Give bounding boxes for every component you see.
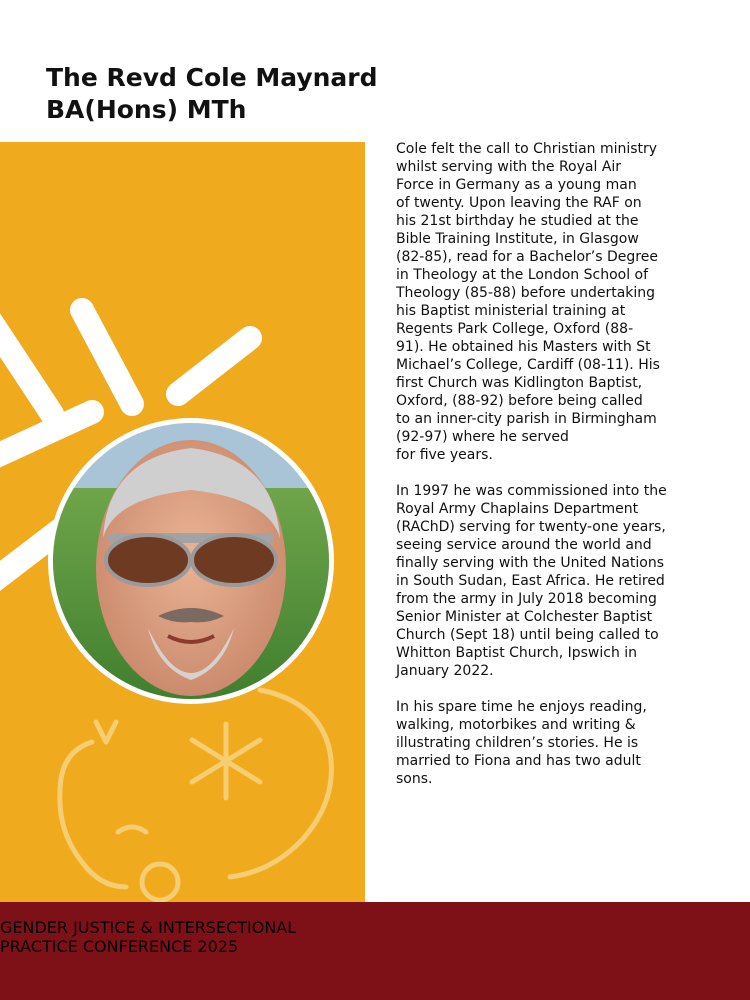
- face-outline: [60, 742, 126, 887]
- title-credentials: BA(Hons) MTh: [46, 95, 247, 124]
- conference-name: [0, 918, 296, 956]
- bio-line: Force in Germany as a young man: [396, 177, 637, 193]
- bio-line: January 2022.: [396, 663, 494, 679]
- conference-line-2: PRACTICE CONFERENCE 2025: [0, 937, 239, 956]
- bio-line: Royal Army Chaplains Department: [396, 501, 639, 517]
- bio-line: married to Fiona and has two adult: [396, 753, 641, 769]
- bio-paragraph-1: [396, 140, 696, 464]
- bio-line: Senior Minister at Colchester Baptist: [396, 609, 653, 625]
- bio-line: whilst serving with the Royal Air: [396, 159, 622, 175]
- bio-line: Oxford, (88-92) before being called: [396, 393, 643, 409]
- chevron-mark: [96, 722, 116, 742]
- bio-line: 91). He obtained his Masters with St: [396, 339, 651, 355]
- bio-line: Church (Sept 18) until being called to: [396, 627, 659, 643]
- face-line-art: [60, 690, 332, 900]
- bio-line: finally serving with the United Nations: [396, 555, 665, 571]
- eye-line: [118, 827, 146, 832]
- biography: [396, 140, 696, 788]
- sunburst-stroke-1: [82, 310, 132, 404]
- portrait-photo-icon: [48, 418, 334, 704]
- bio-line: Theology (85-88) before undertaking: [396, 285, 656, 301]
- bio-line: in Theology at the London School of: [396, 267, 649, 283]
- conference-line-1: GENDER JUSTICE & INTERSECTIONAL: [0, 918, 297, 937]
- bio-paragraph-3: [396, 698, 696, 788]
- dot-outline: [142, 864, 178, 900]
- swirl-outline: [230, 690, 331, 877]
- sunburst-stroke-2: [178, 338, 250, 394]
- bio-line: of twenty. Upon leaving the RAF on: [396, 195, 642, 211]
- bio-line: his Baptist ministerial training at: [396, 303, 626, 319]
- bio-line: In his spare time he enjoys reading,: [396, 699, 647, 715]
- bio-line: sons.: [396, 771, 433, 787]
- bio-line: Cole felt the call to Christian ministry: [396, 141, 658, 157]
- sunburst-stroke-3: [0, 320, 52, 414]
- bio-line: in South Sudan, East Africa. He retired: [396, 573, 665, 589]
- bio-line: his 21st birthday he studied at the: [396, 213, 639, 229]
- bio-line: (82-85), read for a Bachelor’s Degree: [396, 249, 658, 265]
- bio-line: Whitton Baptist Church, Ipswich in: [396, 645, 638, 661]
- asterisk-mark: [192, 724, 260, 798]
- bio-line: In 1997 he was commissioned into the: [396, 483, 667, 499]
- bio-line: for five years.: [396, 447, 493, 463]
- bio-line: (RAChD) serving for twenty-one years,: [396, 519, 666, 535]
- bio-line: illustrating children’s stories. He is: [396, 735, 639, 751]
- title-name: The Revd Cole Maynard: [46, 63, 378, 92]
- portrait-frame: [48, 418, 334, 704]
- bio-line: Bible Training Institute, in Glasgow: [396, 231, 639, 247]
- bio-line: first Church was Kidlington Baptist,: [396, 375, 643, 391]
- bio-line: Regents Park College, Oxford (88-: [396, 321, 634, 337]
- bio-line: seeing service around the world and: [396, 537, 652, 553]
- bio-paragraph-2: [396, 482, 696, 680]
- page-title: [46, 62, 378, 126]
- bio-line: walking, motorbikes and writing &: [396, 717, 636, 733]
- bio-line: from the army in July 2018 becoming: [396, 591, 657, 607]
- bio-line: to an inner-city parish in Birmingham: [396, 411, 657, 427]
- bio-line: Michael’s College, Cardiff (08-11). His: [396, 357, 660, 373]
- bio-line: (92-97) where he served: [396, 429, 569, 445]
